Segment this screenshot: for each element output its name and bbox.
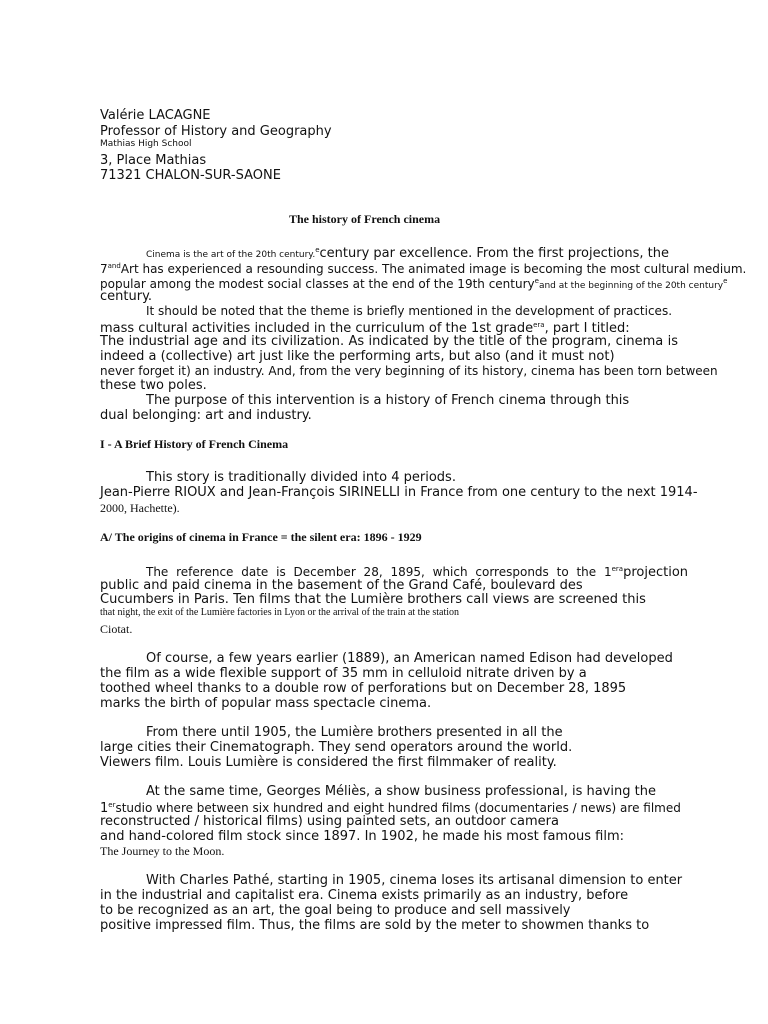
- intro-line-11: The purpose of this intervention is a history of French cinema through this: [146, 393, 630, 408]
- intro-line-6: mass cultural activities included in the curriculum of the 1st grade$^{era}$, part I titled:: [100, 321, 630, 336]
- address-line-2: 71321 CHALON-SUR-SAONE: [100, 168, 281, 183]
- section-heading-1: I - A Brief History of French Cinema: [100, 437, 289, 451]
- para4-line-2: 1erstudio where between six hundred and eight hundred films (documentaries / news) are filmed: [100, 801, 681, 816]
- para1-line-5: Ciotat.: [100, 622, 133, 636]
- intro-line-2: $7^{and}Art$ has experienced a resounding success. The animated image is becoming the most cultural medium.: [100, 262, 747, 276]
- para3-line-1: From there until 1905, the Lumière brothers presented in all the: [146, 725, 563, 740]
- para1-line-4: that night, the exit of the Lumière factories in Lyon or the arrival of the train at the station: [100, 607, 460, 618]
- intro-line-7: The industrial age and its civilization. As indicated by the title of the program, cinema is: [100, 334, 678, 349]
- intro-line-9: never forget it) an industry. And, from the very beginning of its history, cinema has been torn between: [100, 364, 718, 378]
- school-name: Mathias High School: [100, 139, 192, 149]
- para4-line-1: At the same time, Georges Méliès, a show business professional, is having the: [146, 784, 656, 799]
- section-1-line-1: This story is traditionally divided into 4 periods.: [146, 470, 456, 485]
- para5-line-4: positive impressed film. Thus, the films are sold by the meter to showmen thanks to: [100, 918, 650, 933]
- para2-line-1: Of course, a few years earlier (1889), an American named Edison had developed: [146, 651, 673, 666]
- intro-line-8: indeed a (collective) art just like the performing arts, but also (and it must not): [100, 349, 615, 364]
- intro-line-5: It should be noted that the theme is briefly mentioned in the development of practices.: [146, 304, 673, 318]
- para2-line-2: the film as a wide flexible support of 35 mm in celluloid nitrate driven by a: [100, 666, 587, 681]
- para5-line-1: With Charles Pathé, starting in 1905, cinema loses its artisanal dimension to enter: [146, 873, 683, 888]
- para1-line-1: The reference date is December 28, 1895, which corresponds to the $1^{era}projection$: [146, 565, 689, 580]
- document-title: The history of French cinema: [289, 212, 441, 226]
- para4-line-5: The Journey to the Moon.: [100, 844, 225, 858]
- intro-line-10: these two poles.: [100, 378, 207, 393]
- para2-line-3: toothed wheel thanks to a double row of perforations but on December 28, 1895: [100, 681, 627, 696]
- para2-line-4: marks the birth of popular mass spectacle cinema.: [100, 696, 432, 711]
- para4-line-4: and hand-colored film stock since 1897. In 1902, he made his most famous film:: [100, 829, 625, 844]
- para3-line-2: large cities their Cinematograph. They send operators around the world.: [100, 740, 573, 755]
- author-role: Professor of History and Geography: [100, 124, 332, 139]
- intro-line-12: dual belonging: art and industry.: [100, 408, 312, 423]
- para5-line-2: in the industrial and capitalist era. Cinema exists primarily as an industry, before: [100, 888, 629, 903]
- section-heading-a: A/ The origins of cinema in France = the silent era: 1896 - 1929: [100, 530, 422, 544]
- author-name: Valérie LACAGNE: [100, 108, 211, 123]
- para3-line-3: Viewers film. Louis Lumière is considered the first filmmaker of reality.: [100, 755, 557, 770]
- intro-line-1: Cinema is the art of the 20th century.$^e$century par excellence. From the first projections, the: [146, 246, 669, 261]
- para1-line-2: public and paid cinema in the basement of the Grand Café, boulevard des: [100, 578, 583, 593]
- section-1-line-2: Jean-Pierre RIOUX and Jean-François SIRINELLI in France from one century to the next 1914-: [100, 485, 698, 500]
- intro-line-3: popular among the modest social classes at the end of the 19th century$^e$and at the beginning of the 20th century$^e$: [100, 277, 728, 291]
- para5-line-3: to be recognized as an art, the goal being to produce and sell massively: [100, 903, 571, 918]
- para1-line-3: Cucumbers in Paris. Ten films that the Lumière brothers call views are screened this: [100, 592, 646, 607]
- para4-line-3: reconstructed / historical films) using painted sets, an outdoor camera: [100, 814, 559, 829]
- intro-line-4: century.: [100, 289, 153, 304]
- section-1-line-3: 2000, Hachette).: [100, 501, 180, 515]
- address-line-1: 3, Place Mathias: [100, 153, 207, 168]
